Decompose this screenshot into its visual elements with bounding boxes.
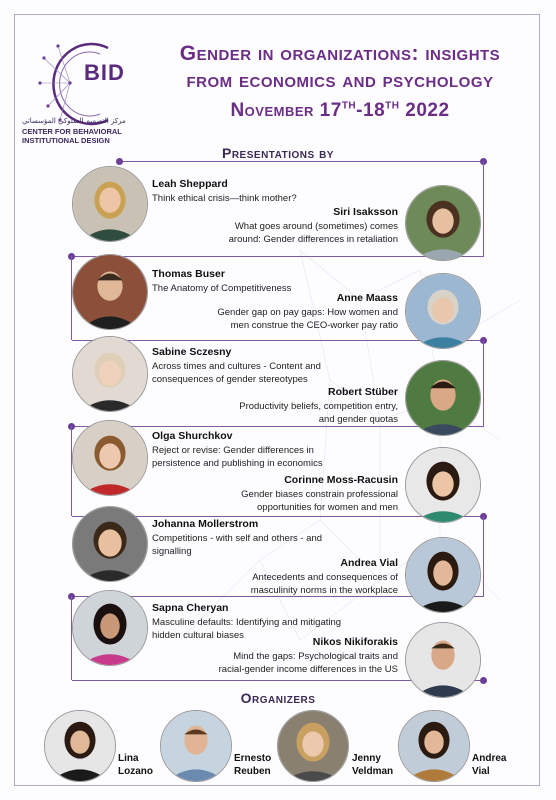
speaker-name: Robert Stüber bbox=[327, 386, 398, 398]
speaker-photo-nikos-nikiforakis bbox=[405, 622, 481, 698]
speaker-name: Olga Shurchkov bbox=[152, 430, 233, 442]
organizer-photo-jenny-veldman bbox=[277, 710, 349, 782]
speaker-photo-andrea-vial bbox=[405, 537, 481, 613]
speaker-photo-leah-sheppard bbox=[72, 166, 148, 242]
organizers-heading: Organizers bbox=[240, 690, 316, 706]
speaker-name: Nikos Nikiforakis bbox=[312, 636, 398, 648]
title-line2: from economics and psychology bbox=[186, 69, 494, 92]
talk-title: Productivity beliefs, competition entry, and gender quotas bbox=[239, 401, 398, 425]
speaker-photo-siri-isaksson bbox=[405, 185, 481, 261]
talk-title: Masculine defaults: Identifying and mitigating hidden cultural biases bbox=[152, 617, 342, 641]
logo-letters: BID bbox=[84, 60, 125, 85]
speaker-name: Sabine Sczesny bbox=[152, 346, 232, 358]
speaker-name: Leah Sheppard bbox=[152, 178, 228, 190]
event-date: November 17TH-18TH 2022 bbox=[230, 100, 450, 121]
speaker-photo-thomas-buser bbox=[72, 254, 148, 330]
speaker-name: Siri Isaksson bbox=[333, 206, 398, 218]
organizer-photo-ernesto-reuben bbox=[160, 710, 232, 782]
speaker-photo-sapna-cheryan bbox=[72, 590, 148, 666]
talk-title: Mind the gaps: Psychological traits and racial-gender income differences in the US bbox=[218, 651, 398, 675]
title-line1: Gender in organizations: insights bbox=[179, 42, 501, 65]
talk-title: Antecedents and consequences of masculinity norms in the workplace bbox=[250, 572, 398, 596]
poster-title bbox=[140, 40, 540, 122]
talk-title: What goes around (sometimes) comes around: Gender differences in retaliation bbox=[228, 221, 398, 245]
organizer-photo-andrea-vial bbox=[398, 710, 470, 782]
talk-title: Think ethical crisis—think mother? bbox=[152, 193, 297, 204]
logo-caption bbox=[22, 127, 142, 145]
speaker-name: Thomas Buser bbox=[152, 268, 225, 280]
speaker-photo-sabine-sczesny bbox=[72, 336, 148, 412]
speaker-photo-robert-stuber bbox=[405, 360, 481, 436]
speaker-name: Corinne Moss-Racusin bbox=[284, 474, 398, 486]
organizer-photo-lina-lozano bbox=[44, 710, 116, 782]
logo-caption-line1: CENTER FOR BEHAVIORAL bbox=[22, 127, 122, 136]
speaker-photo-johanna-mollerstrom bbox=[72, 506, 148, 582]
talk-title: The Anatomy of Competitiveness bbox=[152, 283, 292, 294]
speaker-photo-anne-maass bbox=[405, 273, 481, 349]
organizer-name: Jenny Veldman bbox=[352, 753, 394, 777]
logo-arabic-text: مركز التصميم السلوكي المؤسساتي bbox=[22, 117, 126, 125]
organizer-name: Andrea Vial bbox=[472, 753, 507, 777]
talk-title: Reject or revise: Gender differences in persistence and publishing in economics bbox=[152, 445, 323, 469]
speaker-name: Anne Maass bbox=[336, 292, 398, 304]
organizer-name: Lina Lozano bbox=[118, 753, 153, 777]
speaker-photo-olga-shurchkov bbox=[72, 420, 148, 496]
speaker-name: Sapna Cheryan bbox=[152, 602, 229, 614]
speaker-name: Johanna Mollerstrom bbox=[152, 518, 259, 530]
talk-title: Competitions - with self and others - and signalling bbox=[152, 533, 323, 557]
presentations-heading: Presentations by bbox=[222, 145, 334, 161]
speaker-photo-corinne-moss-racusin bbox=[405, 447, 481, 523]
talk-title: Gender gap on pay gaps: How women and men construe the CEO-worker pay ratio bbox=[217, 307, 398, 331]
talk-title: Across times and cultures - Content and consequences of gender stereotypes bbox=[152, 361, 321, 385]
organizer-name: Ernesto Reuben bbox=[234, 753, 272, 777]
logo-caption-line2: INSTITUTIONAL DESIGN bbox=[22, 136, 110, 145]
speaker-name: Andrea Vial bbox=[340, 557, 398, 569]
talk-title: Gender biases constrain professional opportunities for women and men bbox=[241, 489, 398, 513]
